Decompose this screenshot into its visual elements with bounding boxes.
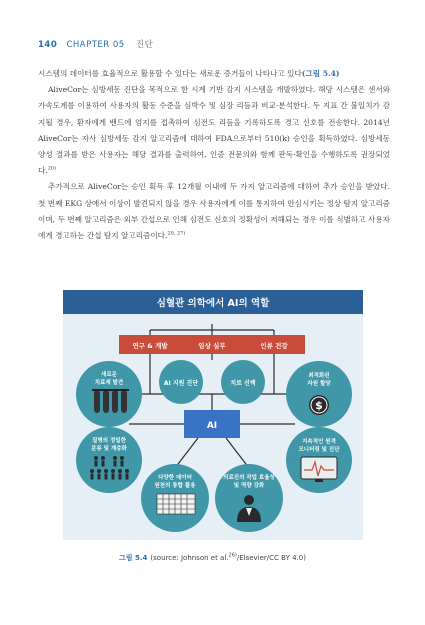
paragraph-1-text: 시스템의 데이터를 효율적으로 활용할 수 있다는 새로운 증거들이 나타나고 있다 [38, 69, 302, 78]
body-text [38, 66, 390, 244]
circle-disease-classification-label-1: 질병의 정밀한 [92, 438, 126, 444]
footnote-ref-20-27[interactable]: 20, 27) [167, 230, 186, 237]
paragraph-3 [38, 179, 390, 244]
circle-data-integration-label-2: 원천의 통합 활용 [154, 483, 196, 489]
circle-disease-classification-label-2: 분류 및 계층화 [91, 446, 127, 452]
circle-treatment-selection-label: 치료 선택 [230, 380, 256, 387]
circle-clinician-efficiency-label-1: 의료진의 작업 효율성 [223, 475, 275, 481]
figure-diagram [63, 290, 363, 540]
box-clinical-practice-label: 임상 실무 [198, 342, 226, 350]
caption-label: 그림 5.4 [119, 554, 148, 562]
paragraph-1 [38, 66, 390, 82]
caption-source: (source: Johnson et al. [150, 554, 229, 562]
paragraph-2-text: AliveCor는 심방세동 진단을 목적으로 한 시계 기반 감지 시스템을 개발하였다. 해당 시스템은 센서와 가속도계를 이용하여 사용자의 활동 수준을 심박수 및 심장 리듬과 비교·분석한다. 두 지표 간 불일치가 감지될 경우, 환자에게 밴드에 엄지를 접촉하여 심전도 리듬을 기록하도록 경고 신호를 전송한다. 2014년 AliveCor는 자사 심방세동 감지 알고리즘에 대하여 FDA으로부터 510(k) 승인을 획득하였다. 심방세동 양성 결과를 받은 사용자는 해당 결과를 출력하여, 인증 전문의와 함께 판독·확인을 수행하도록 권장되었다. [38, 85, 390, 176]
svg-text:$: $ [315, 399, 323, 412]
page-number: 140 [38, 40, 58, 50]
box-population-health-label: 인류 건강 [260, 342, 288, 350]
paragraph-3-text: 추가적으로 AliveCor는 승인 획득 후 12개월 이내에 두 가지 알고리즘에 대하여 추가 승인을 받았다. 첫 번째 EKG 상에서 이상이 발견되지 않을 경우 사용자에게 이를 통지하여 안심시키는 정상 탐지 알고리즘이며, 두 번째 알고리즘은 외부 간섭으로 인해 심전도 신호의 정확성이 저해되는 경우 이를 식별하고 사용자에게 경고하는 간섭 탐지 알고리즘이다. [38, 182, 390, 241]
footnote-ref-20[interactable]: 20) [47, 165, 57, 172]
circle-resource-allocation-label-1: 최적화된 [308, 373, 330, 379]
figure-reference[interactable]: (그림 5.4) [301, 69, 340, 78]
circle-remote-monitoring-label-2: 모니터링 및 진단 [298, 447, 340, 453]
circle-data-integration-label-1: 다양한 데이터 [158, 475, 192, 481]
dollar-coin-icon [309, 395, 329, 415]
section-label: 진단 [135, 40, 154, 50]
circle-ai-diagnosis-label: AI 지원 진단 [163, 380, 199, 387]
box-research-development-label: 연구 & 개발 [132, 342, 168, 350]
ecg-monitor-icon [301, 457, 337, 482]
data-grid-icon [157, 494, 195, 514]
caption-footnote-ref[interactable]: 26) [228, 552, 237, 559]
circle-remote-monitoring-label-1: 지속적인 원격 [302, 439, 336, 445]
circle-resource-allocation [286, 361, 352, 427]
caption-license: /Elsevier/CC BY 4.0) [236, 554, 306, 562]
figure-panel [63, 290, 363, 540]
ai-box-label: AI [206, 421, 218, 431]
running-header [38, 38, 153, 50]
circle-clinician-efficiency-label-2: 및 역량 강화 [233, 483, 265, 489]
circle-drug-discovery-label-2: 치료제 발견 [94, 380, 124, 386]
circle-resource-allocation-label-2: 자원 할당 [307, 381, 331, 387]
chapter-label: CHAPTER 05 [66, 40, 125, 50]
circle-disease-classification [76, 427, 142, 493]
figure-caption [0, 553, 425, 563]
circle-drug-discovery-label-1: 새로운 [101, 372, 117, 378]
figure-title: 심혈관 의학에서 AI의 역할 [156, 298, 270, 309]
paragraph-2 [38, 82, 390, 179]
